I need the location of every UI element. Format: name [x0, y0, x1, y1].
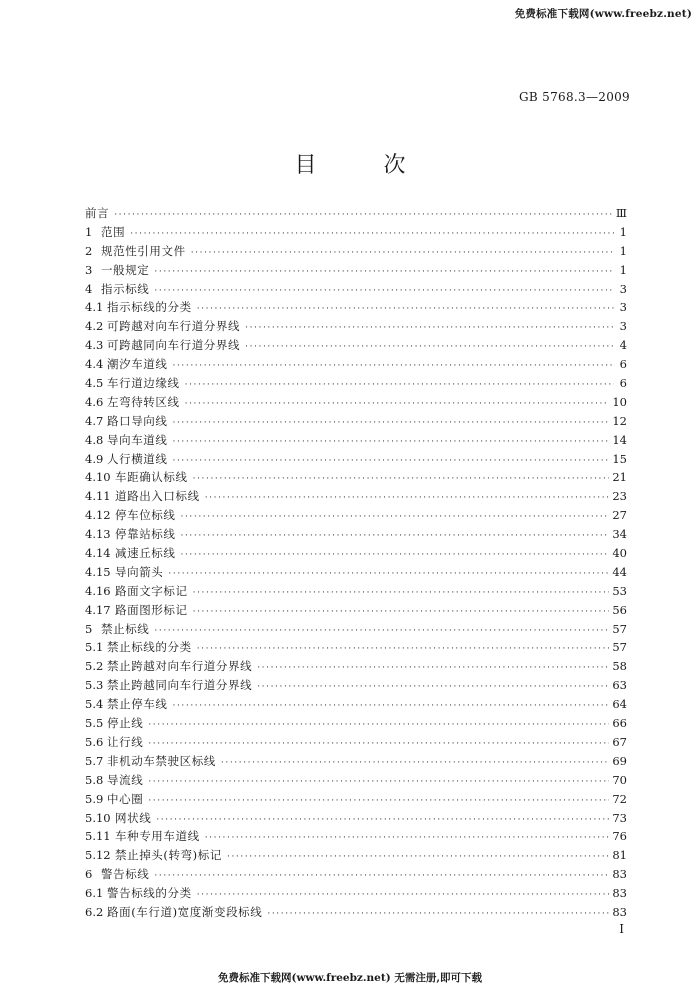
toc-entry-number: 5.6 — [85, 734, 104, 749]
toc-entry-number: 5.1 — [85, 640, 104, 655]
dot-leader — [245, 338, 614, 357]
dot-leader — [154, 282, 614, 301]
toc-entry[interactable] — [85, 601, 627, 620]
dot-leader — [245, 319, 614, 338]
toc-entry[interactable] — [85, 261, 627, 280]
toc-entry[interactable] — [85, 582, 627, 601]
toc-entry-page: 63 — [612, 678, 627, 693]
dot-leader — [173, 414, 610, 433]
toc-entry[interactable] — [85, 903, 627, 922]
toc-entry[interactable] — [85, 431, 627, 450]
toc-entry-number: 4.3 — [85, 338, 104, 353]
dot-leader — [267, 905, 609, 924]
toc-entry[interactable] — [85, 544, 627, 563]
toc-entry-title: 规范性引用文件 — [101, 243, 186, 258]
dot-leader — [173, 452, 610, 471]
bottom-banner: 免费标准下载网(www.freebz.net) 无需注册,即可下载 — [218, 972, 482, 984]
toc-entry-number: 5.4 — [85, 697, 104, 712]
toc-entry-title: 禁止标线 — [101, 621, 150, 636]
dot-leader — [173, 697, 610, 716]
toc-entry[interactable] — [85, 620, 627, 639]
top-banner: 免费标准下载网(www.freebz.net) — [514, 8, 692, 20]
toc-entry-page: 27 — [612, 508, 627, 523]
dot-leader — [156, 811, 609, 830]
toc-entry-number: 4.14 — [85, 546, 111, 561]
toc-entry-number: 6.1 — [85, 886, 104, 901]
toc-entry[interactable] — [85, 733, 627, 752]
toc-entry[interactable] — [85, 412, 627, 431]
toc-entry-title: 道路出入口标线 — [115, 489, 200, 504]
toc-entry-title: 非机动车禁驶区标线 — [107, 753, 216, 768]
toc-entry-page: 6 — [619, 376, 627, 391]
toc-entry-title: 人行横道线 — [107, 451, 168, 466]
dot-leader — [221, 754, 609, 773]
toc-entry[interactable] — [85, 638, 627, 657]
toc-entry-title: 潮汐车道线 — [107, 357, 168, 372]
toc-entry-title: 车行道边缘线 — [107, 376, 180, 391]
toc-entry[interactable] — [85, 846, 627, 865]
toc-entry-number: 5.8 — [85, 772, 104, 787]
dot-leader — [193, 470, 610, 489]
dot-leader — [181, 546, 610, 565]
dot-leader — [257, 659, 609, 678]
dot-leader — [181, 508, 610, 527]
dot-leader — [197, 640, 610, 659]
toc-entry-title: 中心圈 — [107, 791, 144, 806]
toc-entry-title: 禁止掉头(转弯)标记 — [115, 848, 222, 863]
dot-leader — [173, 433, 610, 452]
toc-entry-number: 4.5 — [85, 376, 104, 391]
standard-code: GB 5768.3—2009 — [519, 90, 630, 104]
toc-entry-title: 警告标线的分类 — [107, 886, 192, 901]
dot-leader — [154, 867, 609, 886]
toc-entry-title: 可跨越对向车行道分界线 — [107, 319, 241, 334]
toc-entry-page: 53 — [612, 583, 627, 598]
toc-entry-number: 4.7 — [85, 413, 104, 428]
toc-entry-page: 14 — [612, 432, 627, 447]
table-of-contents — [85, 204, 627, 922]
toc-entry[interactable] — [85, 298, 627, 317]
toc-entry-page: 69 — [612, 753, 627, 768]
toc-entry-number: 5.12 — [85, 848, 111, 863]
toc-entry-page: 1 — [619, 224, 627, 239]
toc-entry-number: 4.6 — [85, 394, 104, 409]
toc-entry-page: 44 — [612, 564, 627, 579]
toc-entry[interactable] — [85, 695, 627, 714]
toc-entry-page: 83 — [612, 867, 627, 882]
toc-entry[interactable] — [85, 771, 627, 790]
toc-entry-number: 4.2 — [85, 319, 104, 334]
toc-entry[interactable] — [85, 676, 627, 695]
dot-leader — [185, 376, 614, 395]
toc-entry-number: 4.4 — [85, 357, 104, 372]
dot-leader — [173, 357, 615, 376]
toc-entry[interactable] — [85, 563, 627, 582]
toc-entry[interactable] — [85, 865, 627, 884]
toc-entry-page: 40 — [612, 546, 627, 561]
toc-entry-title: 指示标线 — [101, 281, 150, 296]
toc-entry-page: 1 — [619, 243, 627, 258]
toc-entry-page: 12 — [612, 413, 627, 428]
toc-entry-title: 一般规定 — [101, 262, 150, 277]
toc-entry-page: 57 — [612, 640, 627, 655]
toc-entry-title: 停靠站标线 — [115, 527, 176, 542]
toc-entry-page: 10 — [612, 394, 627, 409]
toc-entry-number: 4.13 — [85, 527, 111, 542]
toc-entry-number: 4.17 — [85, 602, 111, 617]
toc-entry-number: 6 — [85, 867, 93, 882]
toc-entry-page: 56 — [612, 602, 627, 617]
toc-entry-page: 72 — [612, 791, 627, 806]
toc-entry-number: 5.3 — [85, 678, 104, 693]
toc-entry-title: 路口导向线 — [107, 413, 168, 428]
toc-entry-number: 5.9 — [85, 791, 104, 806]
toc-entry[interactable] — [85, 884, 627, 903]
toc-entry-title: 网状线 — [115, 810, 152, 825]
toc-entry-number: 4.10 — [85, 470, 111, 485]
toc-entry-page: 6 — [619, 357, 627, 372]
toc-entry-title: 警告标线 — [101, 867, 150, 882]
toc-entry[interactable] — [85, 355, 627, 374]
toc-entry-title: 范围 — [101, 224, 126, 239]
toc-entry-number: 5.10 — [85, 810, 111, 825]
toc-entry-title: 车距确认标线 — [115, 470, 188, 485]
dot-leader — [181, 527, 610, 546]
toc-entry[interactable] — [85, 487, 627, 506]
dot-leader — [197, 300, 614, 319]
toc-entry-number: 4.1 — [85, 300, 104, 315]
toc-entry-title: 路面文字标记 — [115, 583, 188, 598]
toc-entry-title: 左弯待转区线 — [107, 394, 180, 409]
toc-entry[interactable] — [85, 374, 627, 393]
toc-entry-title: 前言 — [85, 206, 110, 220]
toc-entry-title: 禁止跨越同向车行道分界线 — [107, 678, 253, 693]
toc-entry[interactable] — [85, 450, 627, 469]
page-title: 目 次 — [294, 153, 436, 178]
toc-entry[interactable] — [85, 468, 627, 487]
dot-leader — [205, 489, 610, 508]
toc-entry-number: 6.2 — [85, 904, 104, 919]
toc-entry-title: 路面图形标记 — [115, 602, 188, 617]
toc-entry-page: 3 — [619, 300, 627, 315]
dot-leader — [205, 829, 610, 848]
toc-entry-page: 66 — [612, 716, 627, 731]
dot-leader — [154, 622, 609, 641]
toc-entry-page: 34 — [612, 527, 627, 542]
toc-entry[interactable] — [85, 336, 627, 355]
dot-leader — [154, 263, 614, 282]
dot-leader — [148, 792, 609, 811]
toc-entry-page: 76 — [612, 829, 627, 844]
toc-entry[interactable] — [85, 280, 627, 299]
dot-leader — [191, 244, 614, 263]
toc-entry[interactable] — [85, 393, 627, 412]
toc-entry-number: 4.16 — [85, 583, 111, 598]
toc-entry[interactable] — [85, 242, 627, 261]
toc-entry-title: 让行线 — [107, 734, 144, 749]
toc-entry[interactable] — [85, 657, 627, 676]
toc-entry[interactable] — [85, 223, 627, 242]
toc-entry-title: 禁止标线的分类 — [107, 640, 192, 655]
toc-entry-page: 23 — [612, 489, 627, 504]
toc-entry-page: 3 — [619, 319, 627, 334]
toc-entry-page: 57 — [612, 621, 627, 636]
dot-leader — [148, 716, 609, 735]
toc-entry-page: 1 — [619, 262, 627, 277]
toc-entry[interactable] — [85, 714, 627, 733]
toc-entry-title: 导向车道线 — [107, 432, 168, 447]
toc-entry-page: 73 — [612, 810, 627, 825]
toc-entry-number: 5.5 — [85, 716, 104, 731]
toc-entry[interactable] — [85, 317, 627, 336]
dot-leader — [193, 603, 610, 622]
toc-entry-page: 70 — [612, 772, 627, 787]
toc-entry-title: 路面(车行道)宽度渐变段标线 — [107, 904, 263, 919]
toc-entry-title: 禁止停车线 — [107, 697, 168, 712]
dot-leader — [185, 395, 610, 414]
toc-entry-number: 4.9 — [85, 451, 104, 466]
dot-leader — [114, 206, 613, 225]
toc-entry[interactable] — [85, 525, 627, 544]
dot-leader — [193, 584, 610, 603]
toc-entry-title: 可跨越同向车行道分界线 — [107, 338, 241, 353]
toc-entry[interactable] — [85, 790, 627, 809]
toc-entry-page: 21 — [612, 470, 627, 485]
dot-leader — [130, 225, 614, 244]
toc-entry-page: 83 — [612, 904, 627, 919]
toc-entry-title: 导流线 — [107, 772, 144, 787]
toc-entry-title: 禁止跨越对向车行道分界线 — [107, 659, 253, 674]
page-number: Ⅰ — [619, 922, 624, 936]
toc-entry-page: 67 — [612, 734, 627, 749]
toc-entry-number: 5.11 — [85, 829, 111, 844]
toc-entry[interactable] — [85, 506, 627, 525]
toc-entry-number: 1 — [85, 224, 93, 239]
toc-entry[interactable] — [85, 809, 627, 828]
dot-leader — [148, 773, 609, 792]
toc-entry-title: 车种专用车道线 — [115, 829, 200, 844]
toc-entry-title: 导向箭头 — [115, 564, 164, 579]
dot-leader — [227, 848, 609, 867]
toc-entry-number: 5.7 — [85, 753, 104, 768]
toc-entry-page: 3 — [619, 281, 627, 296]
toc-entry-title: 指示标线的分类 — [107, 300, 192, 315]
dot-leader — [168, 565, 609, 584]
toc-entry-number: 4.11 — [85, 489, 111, 504]
toc-entry[interactable] — [85, 752, 627, 771]
toc-entry[interactable] — [85, 827, 627, 846]
toc-entry-number: 2 — [85, 243, 93, 258]
toc-entry-number: 5 — [85, 621, 93, 636]
toc-entry-page: 58 — [612, 659, 627, 674]
toc-entry-number: 5.2 — [85, 659, 104, 674]
toc-entry-number: 4.12 — [85, 508, 111, 523]
toc-entry-page: 15 — [612, 451, 627, 466]
toc-entry-page: 81 — [612, 848, 627, 863]
toc-entry-title: 停车位标线 — [115, 508, 176, 523]
toc-entry-page: 64 — [612, 697, 627, 712]
toc-entry-title: 减速丘标线 — [115, 546, 176, 561]
toc-entry[interactable] — [85, 204, 627, 223]
toc-entry-title: 停止线 — [107, 716, 144, 731]
toc-entry-page: Ⅲ — [615, 206, 627, 220]
dot-leader — [257, 678, 609, 697]
toc-entry-number: 4.8 — [85, 432, 104, 447]
toc-entry-number: 4.15 — [85, 564, 111, 579]
toc-entry-page: 83 — [612, 886, 627, 901]
toc-entry-number: 3 — [85, 262, 93, 277]
toc-entry-number: 4 — [85, 281, 93, 296]
toc-entry-page: 4 — [619, 338, 627, 353]
